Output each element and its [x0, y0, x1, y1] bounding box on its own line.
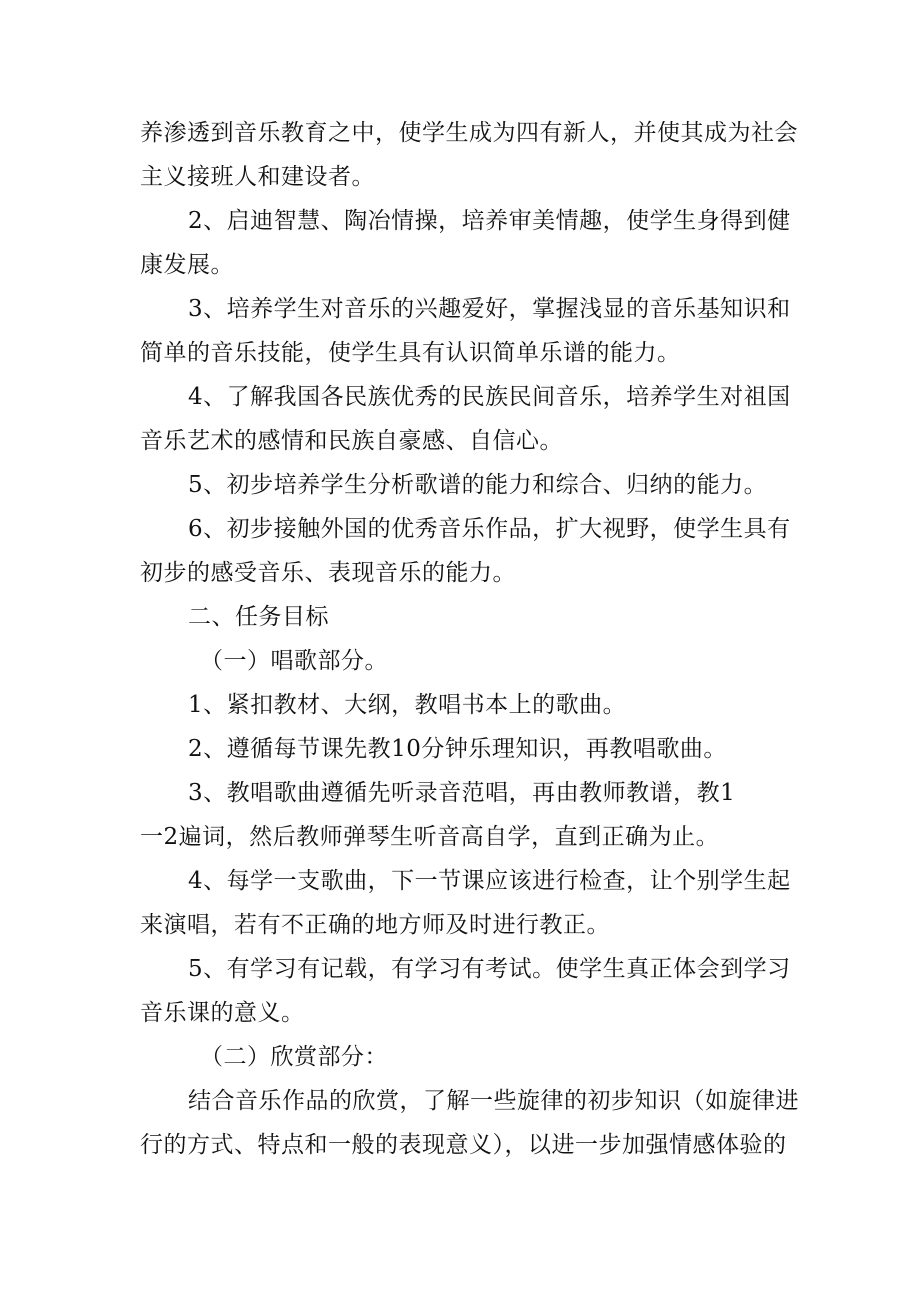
text-line: 来演唱，若有不正确的地方师及时进行教正。	[140, 912, 610, 938]
text-line: 结合音乐作品的欣赏，了解一些旋律的初步知识（如旋律进	[188, 1088, 799, 1114]
text-line: 行的方式、特点和一般的表现意义），以进一步加强情感体验的	[140, 1132, 787, 1158]
subsection-heading: （二）欣赏部分：	[200, 1044, 388, 1070]
text-line: 4、了解我国各民族优秀的民族民间音乐，培养学生对祖国	[188, 384, 791, 410]
text-line: 6、初步接触外国的优秀音乐作品，扩大视野，使学生具有	[188, 516, 791, 542]
text-line: 音乐课的意义。	[140, 1000, 305, 1026]
text-line: 3、培养学生对音乐的兴趣爱好，掌握浅显的音乐基知识和	[188, 296, 791, 322]
text-line: 康发展。	[140, 252, 234, 278]
text-line: 3、教唱歌曲遵循先听录音范唱，再由教师教谱，教1	[188, 780, 736, 806]
text-line: 养渗透到音乐教育之中，使学生成为四有新人，并使其成为社会	[140, 120, 798, 146]
text-line: 音乐艺术的感情和民族自豪感、自信心。	[140, 428, 563, 454]
text-line: 1、紧扣教材、大纲，教唱书本上的歌曲。	[188, 692, 627, 718]
text-line: 初步的感受音乐、表现音乐的能力。	[140, 560, 516, 586]
section-heading: 二、任务目标	[188, 604, 329, 630]
text-line: 2、遵循每节课先教10分钟乐理知识，再教唱歌曲。	[188, 736, 727, 762]
text-line: 4、每学一支歌曲，下一节课应该进行检查，让个别学生起	[188, 868, 791, 894]
text-line: 2、启迪智慧、陶冶情操，培养审美情趣，使学生身得到健	[188, 208, 791, 234]
text-line: 主义接班人和建设者。	[140, 164, 375, 190]
text-line: 一2遍词，然后教师弹琴生听音高自学，直到正确为止。	[140, 824, 720, 850]
text-line: 5、初步培养学生分析歌谱的能力和综合、归纳的能力。	[188, 472, 768, 498]
text-line: 简单的音乐技能，使学生具有认识简单乐谱的能力。	[140, 340, 681, 366]
subsection-heading: （一）唱歌部分。	[200, 648, 388, 674]
text-line: 5、有学习有记载，有学习有考试。使学生真正体会到学习	[188, 956, 791, 982]
